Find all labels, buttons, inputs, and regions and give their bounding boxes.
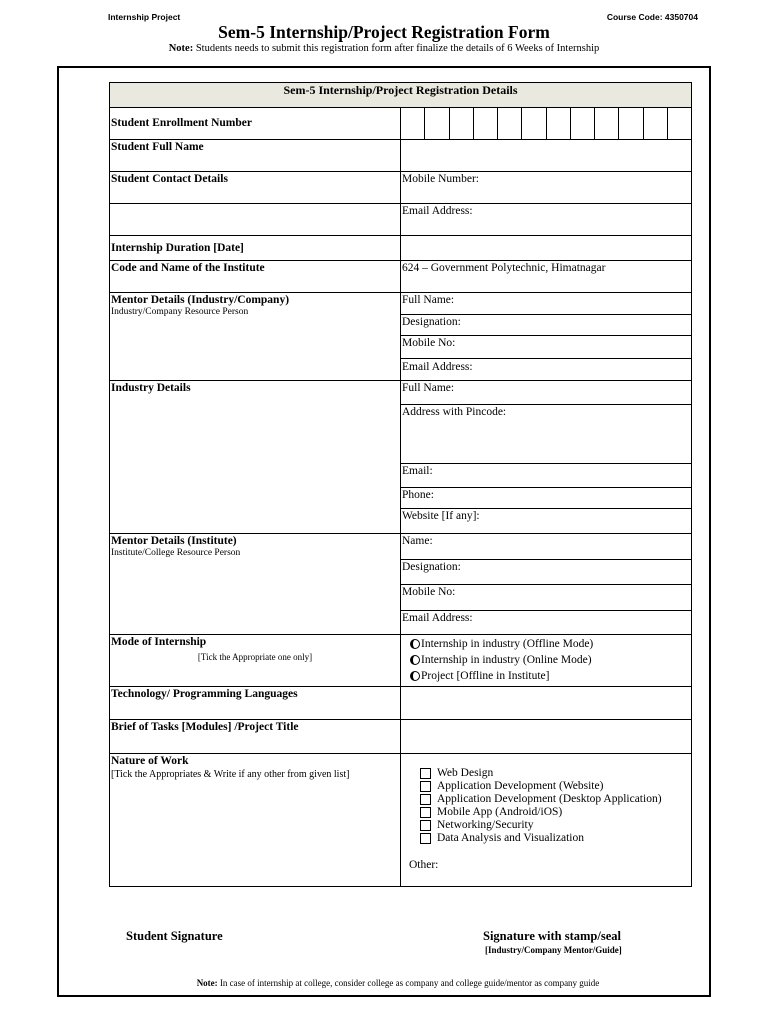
mentor-institute-sub: Institute/College Resource Person bbox=[111, 548, 241, 558]
radio-icon bbox=[410, 639, 420, 649]
nature-option[interactable] bbox=[402, 806, 690, 819]
duration-field[interactable] bbox=[401, 236, 692, 261]
enrollment-digit-box[interactable] bbox=[497, 108, 521, 139]
nature-option-label: Data Analysis and Visualization bbox=[437, 832, 584, 844]
page-title: Sem-5 Internship/Project Registration Form bbox=[218, 22, 550, 42]
top-note-text: Students needs to submit this registration form after finalize the details of 6 Weeks of Internship bbox=[193, 43, 600, 54]
mode-label: Mode of Internship bbox=[111, 636, 207, 648]
industry-website[interactable]: Website [If any]: bbox=[401, 509, 692, 534]
radio-icon bbox=[410, 655, 420, 665]
enrollment-digit-box[interactable] bbox=[449, 108, 473, 139]
checkbox-icon bbox=[420, 833, 431, 844]
enrollment-digit-box[interactable] bbox=[424, 108, 448, 139]
mentor-institute-label: Mentor Details (Institute) bbox=[111, 535, 237, 547]
enrollment-digit-box[interactable] bbox=[546, 108, 570, 139]
checkbox-icon bbox=[420, 820, 431, 831]
enrollment-digit-box[interactable] bbox=[401, 108, 424, 139]
nature-option-label: Application Development (Website) bbox=[437, 780, 604, 792]
duration-label: Internship Duration [Date] bbox=[110, 236, 401, 261]
mentor-institute-designation[interactable]: Designation: bbox=[401, 560, 692, 585]
full-name-field[interactable] bbox=[401, 140, 692, 172]
radio-icon bbox=[410, 671, 420, 681]
enrollment-digit-box[interactable] bbox=[667, 108, 691, 139]
nature-option-label: Networking/Security bbox=[437, 819, 534, 831]
nature-option[interactable] bbox=[402, 832, 690, 845]
nature-option[interactable] bbox=[402, 793, 690, 806]
enrollment-digit-box[interactable] bbox=[521, 108, 545, 139]
enrollment-digit-box[interactable] bbox=[618, 108, 642, 139]
nature-option[interactable] bbox=[402, 819, 690, 832]
mode-option-label: Internship in industry (Offline Mode) bbox=[421, 637, 594, 650]
enrollment-label: Student Enrollment Number bbox=[110, 108, 401, 140]
mentor-company-mobile[interactable]: Mobile No: bbox=[401, 336, 692, 359]
tech-label: Technology/ Programming Languages bbox=[110, 687, 401, 720]
mode-option[interactable] bbox=[402, 636, 690, 652]
enrollment-digit-box[interactable] bbox=[594, 108, 618, 139]
mentor-company-email[interactable]: Email Address: bbox=[401, 359, 692, 381]
institute-field: 624 – Government Polytechnic, Himatnagar bbox=[401, 261, 692, 293]
bottom-note bbox=[0, 978, 768, 988]
enrollment-digit-box[interactable] bbox=[570, 108, 594, 139]
mobile-number-field[interactable]: Mobile Number: bbox=[401, 172, 692, 204]
mode-option[interactable] bbox=[402, 668, 690, 684]
mentor-institute-email[interactable]: Email Address: bbox=[401, 611, 692, 635]
top-note-label: Note: bbox=[168, 43, 194, 54]
enrollment-digit-boxes bbox=[401, 108, 691, 139]
industry-address[interactable]: Address with Pincode: bbox=[401, 405, 692, 464]
header-course-name: Internship Project bbox=[108, 12, 181, 22]
mentor-company-sub: Industry/Company Resource Person bbox=[111, 307, 249, 317]
registration-table bbox=[109, 82, 692, 887]
contact-label-cont bbox=[110, 204, 401, 236]
checkbox-icon bbox=[420, 781, 431, 792]
nature-option[interactable] bbox=[402, 767, 690, 780]
industry-email[interactable]: Email: bbox=[401, 464, 692, 488]
full-name-label: Student Full Name bbox=[110, 140, 401, 172]
mode-option-label: Internship in industry (Online Mode) bbox=[421, 653, 592, 666]
mentor-institute-cell bbox=[110, 534, 401, 635]
nature-options bbox=[401, 754, 692, 887]
checkbox-icon bbox=[420, 768, 431, 779]
table-heading: Sem-5 Internship/Project Registration Details bbox=[110, 83, 692, 108]
tasks-field[interactable] bbox=[401, 720, 692, 754]
tasks-label: Brief of Tasks [Modules] /Project Title bbox=[110, 720, 401, 754]
mentor-company-cell bbox=[110, 293, 401, 381]
checkbox-icon bbox=[420, 794, 431, 805]
mode-sub: [Tick the Appropriate one only] bbox=[197, 652, 313, 662]
nature-option-label: Web Design bbox=[437, 767, 494, 779]
enrollment-field[interactable] bbox=[401, 108, 692, 140]
nature-option[interactable] bbox=[402, 780, 690, 793]
enrollment-digit-box[interactable] bbox=[643, 108, 667, 139]
mentor-institute-name[interactable]: Name: bbox=[401, 534, 692, 560]
industry-full-name[interactable]: Full Name: bbox=[401, 381, 692, 405]
other-field[interactable]: Other: bbox=[409, 859, 439, 871]
top-note bbox=[0, 43, 768, 54]
mentor-company-designation[interactable]: Designation: bbox=[401, 315, 692, 336]
nature-option-label: Mobile App (Android/iOS) bbox=[437, 806, 563, 818]
nature-sub: [Tick the Appropriates & Write if any other from given list] bbox=[111, 769, 350, 780]
bottom-note-label: Note: bbox=[196, 978, 218, 988]
mode-cell bbox=[110, 635, 401, 687]
industry-phone[interactable]: Phone: bbox=[401, 488, 692, 509]
institute-label: Code and Name of the Institute bbox=[110, 261, 401, 293]
nature-option-label: Application Development (Desktop Application) bbox=[437, 793, 662, 805]
email-address-field[interactable]: Email Address: bbox=[401, 204, 692, 236]
mentor-company-label: Mentor Details (Industry/Company) bbox=[111, 294, 290, 306]
stamp-signature-label: Signature with stamp/seal bbox=[483, 929, 621, 943]
tech-field[interactable] bbox=[401, 687, 692, 720]
mentor-company-full-name[interactable]: Full Name: bbox=[401, 293, 692, 315]
nature-label: Nature of Work bbox=[111, 755, 189, 767]
checkbox-icon bbox=[420, 807, 431, 818]
mode-option[interactable] bbox=[402, 652, 690, 668]
student-signature-label: Student Signature bbox=[126, 929, 223, 943]
enrollment-digit-box[interactable] bbox=[473, 108, 497, 139]
industry-label: Industry Details bbox=[110, 381, 401, 534]
bottom-note-text: In case of internship at college, consider college as company and college guide/mentor as company guide bbox=[217, 978, 600, 988]
nature-cell bbox=[110, 754, 401, 887]
mode-options bbox=[401, 635, 692, 687]
header-course-code: Course Code: 4350704 bbox=[606, 12, 698, 22]
contact-label: Student Contact Details bbox=[110, 172, 401, 204]
stamp-signature-sub: [Industry/Company Mentor/Guide] bbox=[485, 945, 622, 955]
mentor-institute-mobile[interactable]: Mobile No: bbox=[401, 585, 692, 611]
mode-option-label: Project [Offline in Institute] bbox=[421, 669, 550, 682]
